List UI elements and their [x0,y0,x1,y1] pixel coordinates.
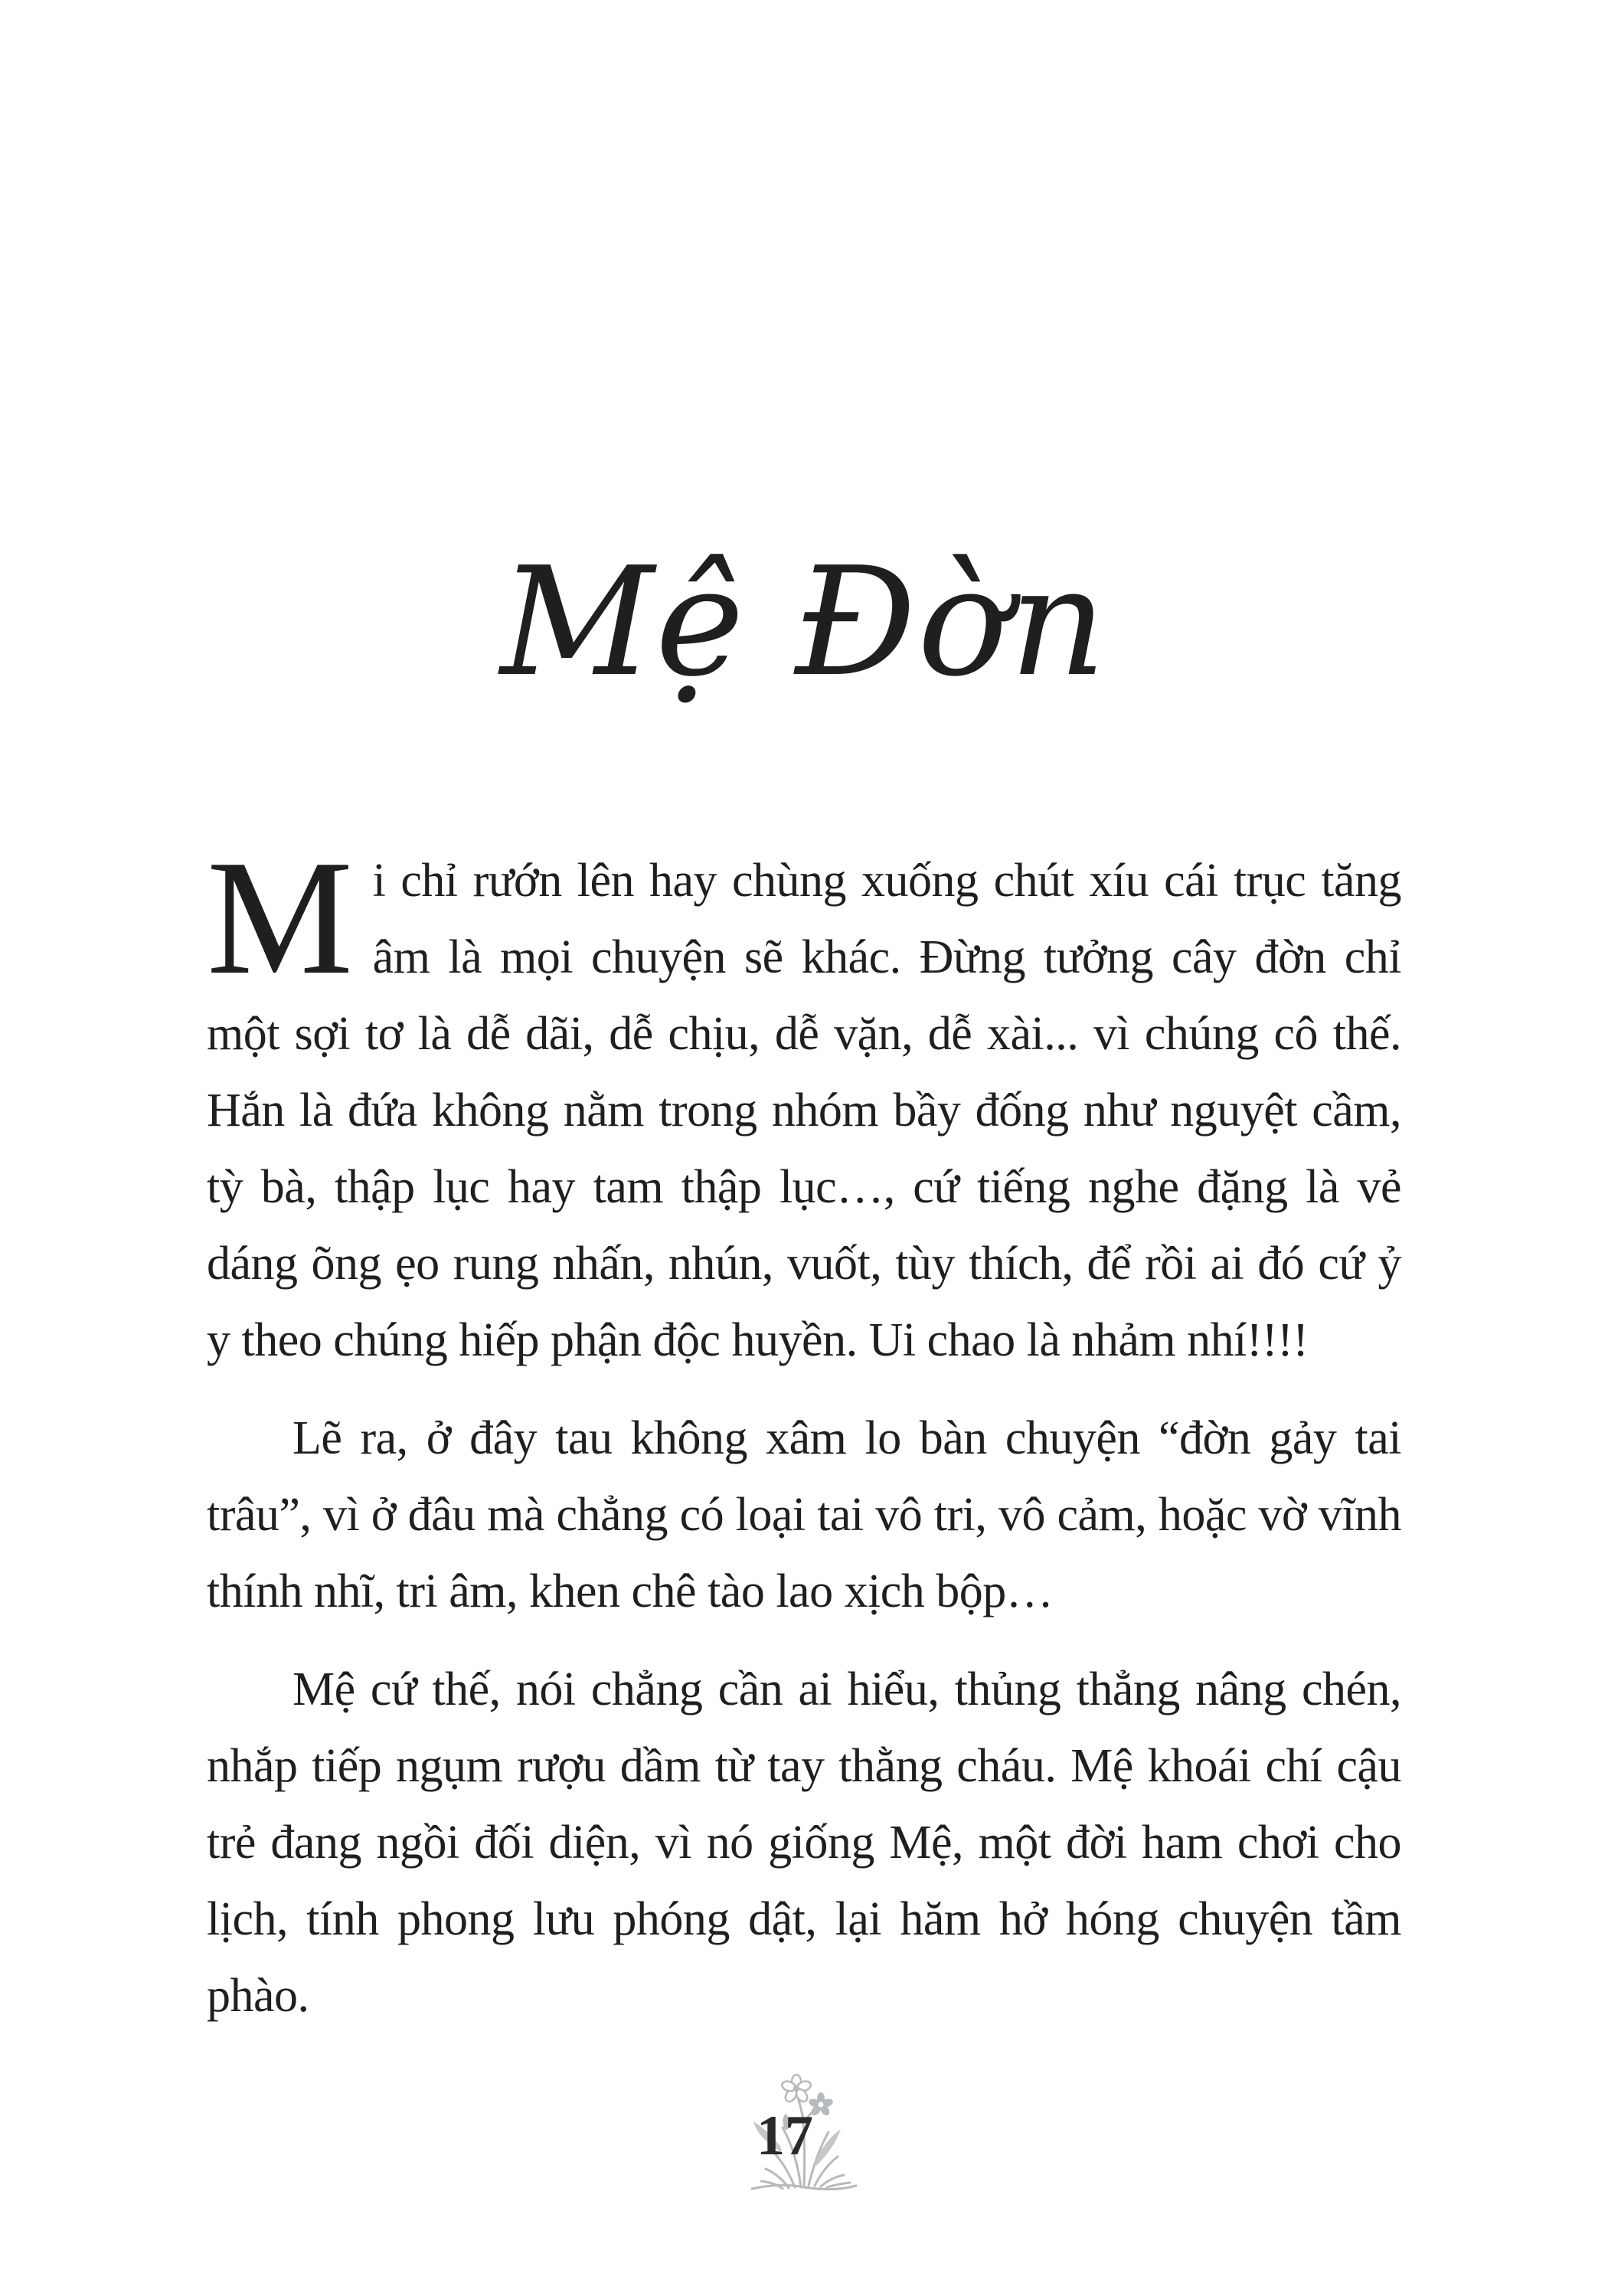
paragraph-3: Mệ cứ thế, nói chẳng cần ai hiểu, thủng thẳng nâng chén, nhắp tiếp ngụm rượu dầm từ tay thằng cháu. Mệ khoái chí cậu trẻ đang ngồi đối diện, vì nó giống Mệ, một đời ham chơi cho lịch, tính phong lưu phóng dật, lại hăm hở hóng chuyện tầm phào. [207,1663,1401,2022]
page-footer [0,2068,1608,2209]
body-text [207,826,1401,2056]
paragraph-1-text: i chỉ rướn lên hay chùng xuống chút xíu cái trục tăng âm là mọi chuyện sẽ khác. Đừng tưởng cây đờn chỉ một sợi tơ là dễ dãi, dễ chịu, dễ vặn, dễ xài... vì chúng cô thế. Hắn là đứa không nằm trong nhóm bầy đống như nguyệt cầm, tỳ bà, thập lục hay tam thập lục…, cứ tiếng nghe đặng là vẻ dáng õng ẹo rung nhấn, nhún, vuốt, tùy thích, để rồi ai đó cứ ỷ y theo chúng hiếp phận độc huyền. Ui chao là nhảm nhí!!!! [207,855,1401,1366]
page-number: 17 [757,2105,813,2167]
paragraph-1 [207,826,1401,1379]
drop-cap: M [207,826,353,1009]
ornament-wrap [735,2068,873,2209]
paragraph-2: Lẽ ra, ở đây tau không xâm lo bàn chuyện “đờn gảy tai trâu”, vì ở đâu mà chẳng có loại tai vô tri, vô cảm, hoặc vờ vĩnh thính nhĩ, tri âm, khen chê tào lao xịch bộp… [207,1412,1401,1617]
chapter-title: Mệ Đờn [500,535,1108,711]
